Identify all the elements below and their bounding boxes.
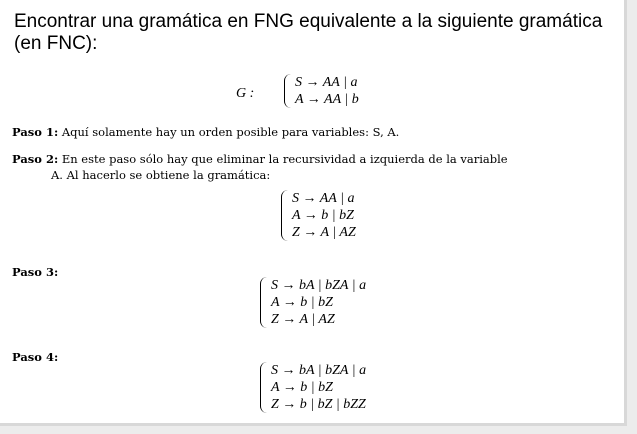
grammar-system	[284, 74, 359, 108]
step-2-rules	[292, 190, 356, 241]
step-2	[12, 152, 508, 166]
step-3-system	[260, 277, 366, 328]
step-label: Paso 4:	[12, 350, 59, 364]
rule: Z → A | AZ	[292, 225, 356, 240]
step-4	[12, 350, 58, 364]
rule: A → b | bZ	[271, 380, 333, 395]
step-4-rules	[271, 362, 366, 413]
grammar-rules	[295, 74, 359, 108]
step-3-rules	[271, 277, 366, 328]
step-text: Aquí solamente hay un orden posible para variables: S, A.	[61, 125, 400, 139]
left-brace	[260, 362, 268, 413]
rule: S → bA | bZA | a	[271, 278, 367, 293]
step-label: Paso 1:	[12, 125, 59, 139]
step-2-system	[281, 190, 356, 241]
left-brace	[281, 190, 289, 241]
left-brace	[260, 277, 268, 328]
rule: S → AA | a	[295, 75, 358, 90]
step-label: Paso 3:	[12, 265, 59, 279]
rule: Z → b | bZ | bZZ	[271, 397, 366, 412]
step-text: En este paso sólo hay que eliminar la recursividad a izquierda de la variable	[61, 152, 508, 166]
rule: A → AA | b	[295, 92, 359, 107]
rule: Z → A | AZ	[271, 312, 335, 327]
rule: A → b | bZ	[271, 295, 333, 310]
step-label: Paso 2:	[12, 152, 59, 166]
step-1	[12, 125, 399, 139]
rule: A → b | bZ	[292, 208, 354, 223]
problem-title: Encontrar una gramática en FNG equivalente a la siguiente gramática (en FNC):	[14, 11, 603, 54]
step-2-continuation: A. Al hacerlo se obtiene la gramática:	[51, 168, 271, 182]
grammar-label: G :	[236, 86, 255, 101]
step-4-system	[260, 362, 366, 413]
rule: S → AA | a	[292, 191, 355, 206]
rule: S → bA | bZA | a	[271, 363, 367, 378]
left-brace	[284, 74, 292, 108]
step-3	[12, 265, 58, 279]
